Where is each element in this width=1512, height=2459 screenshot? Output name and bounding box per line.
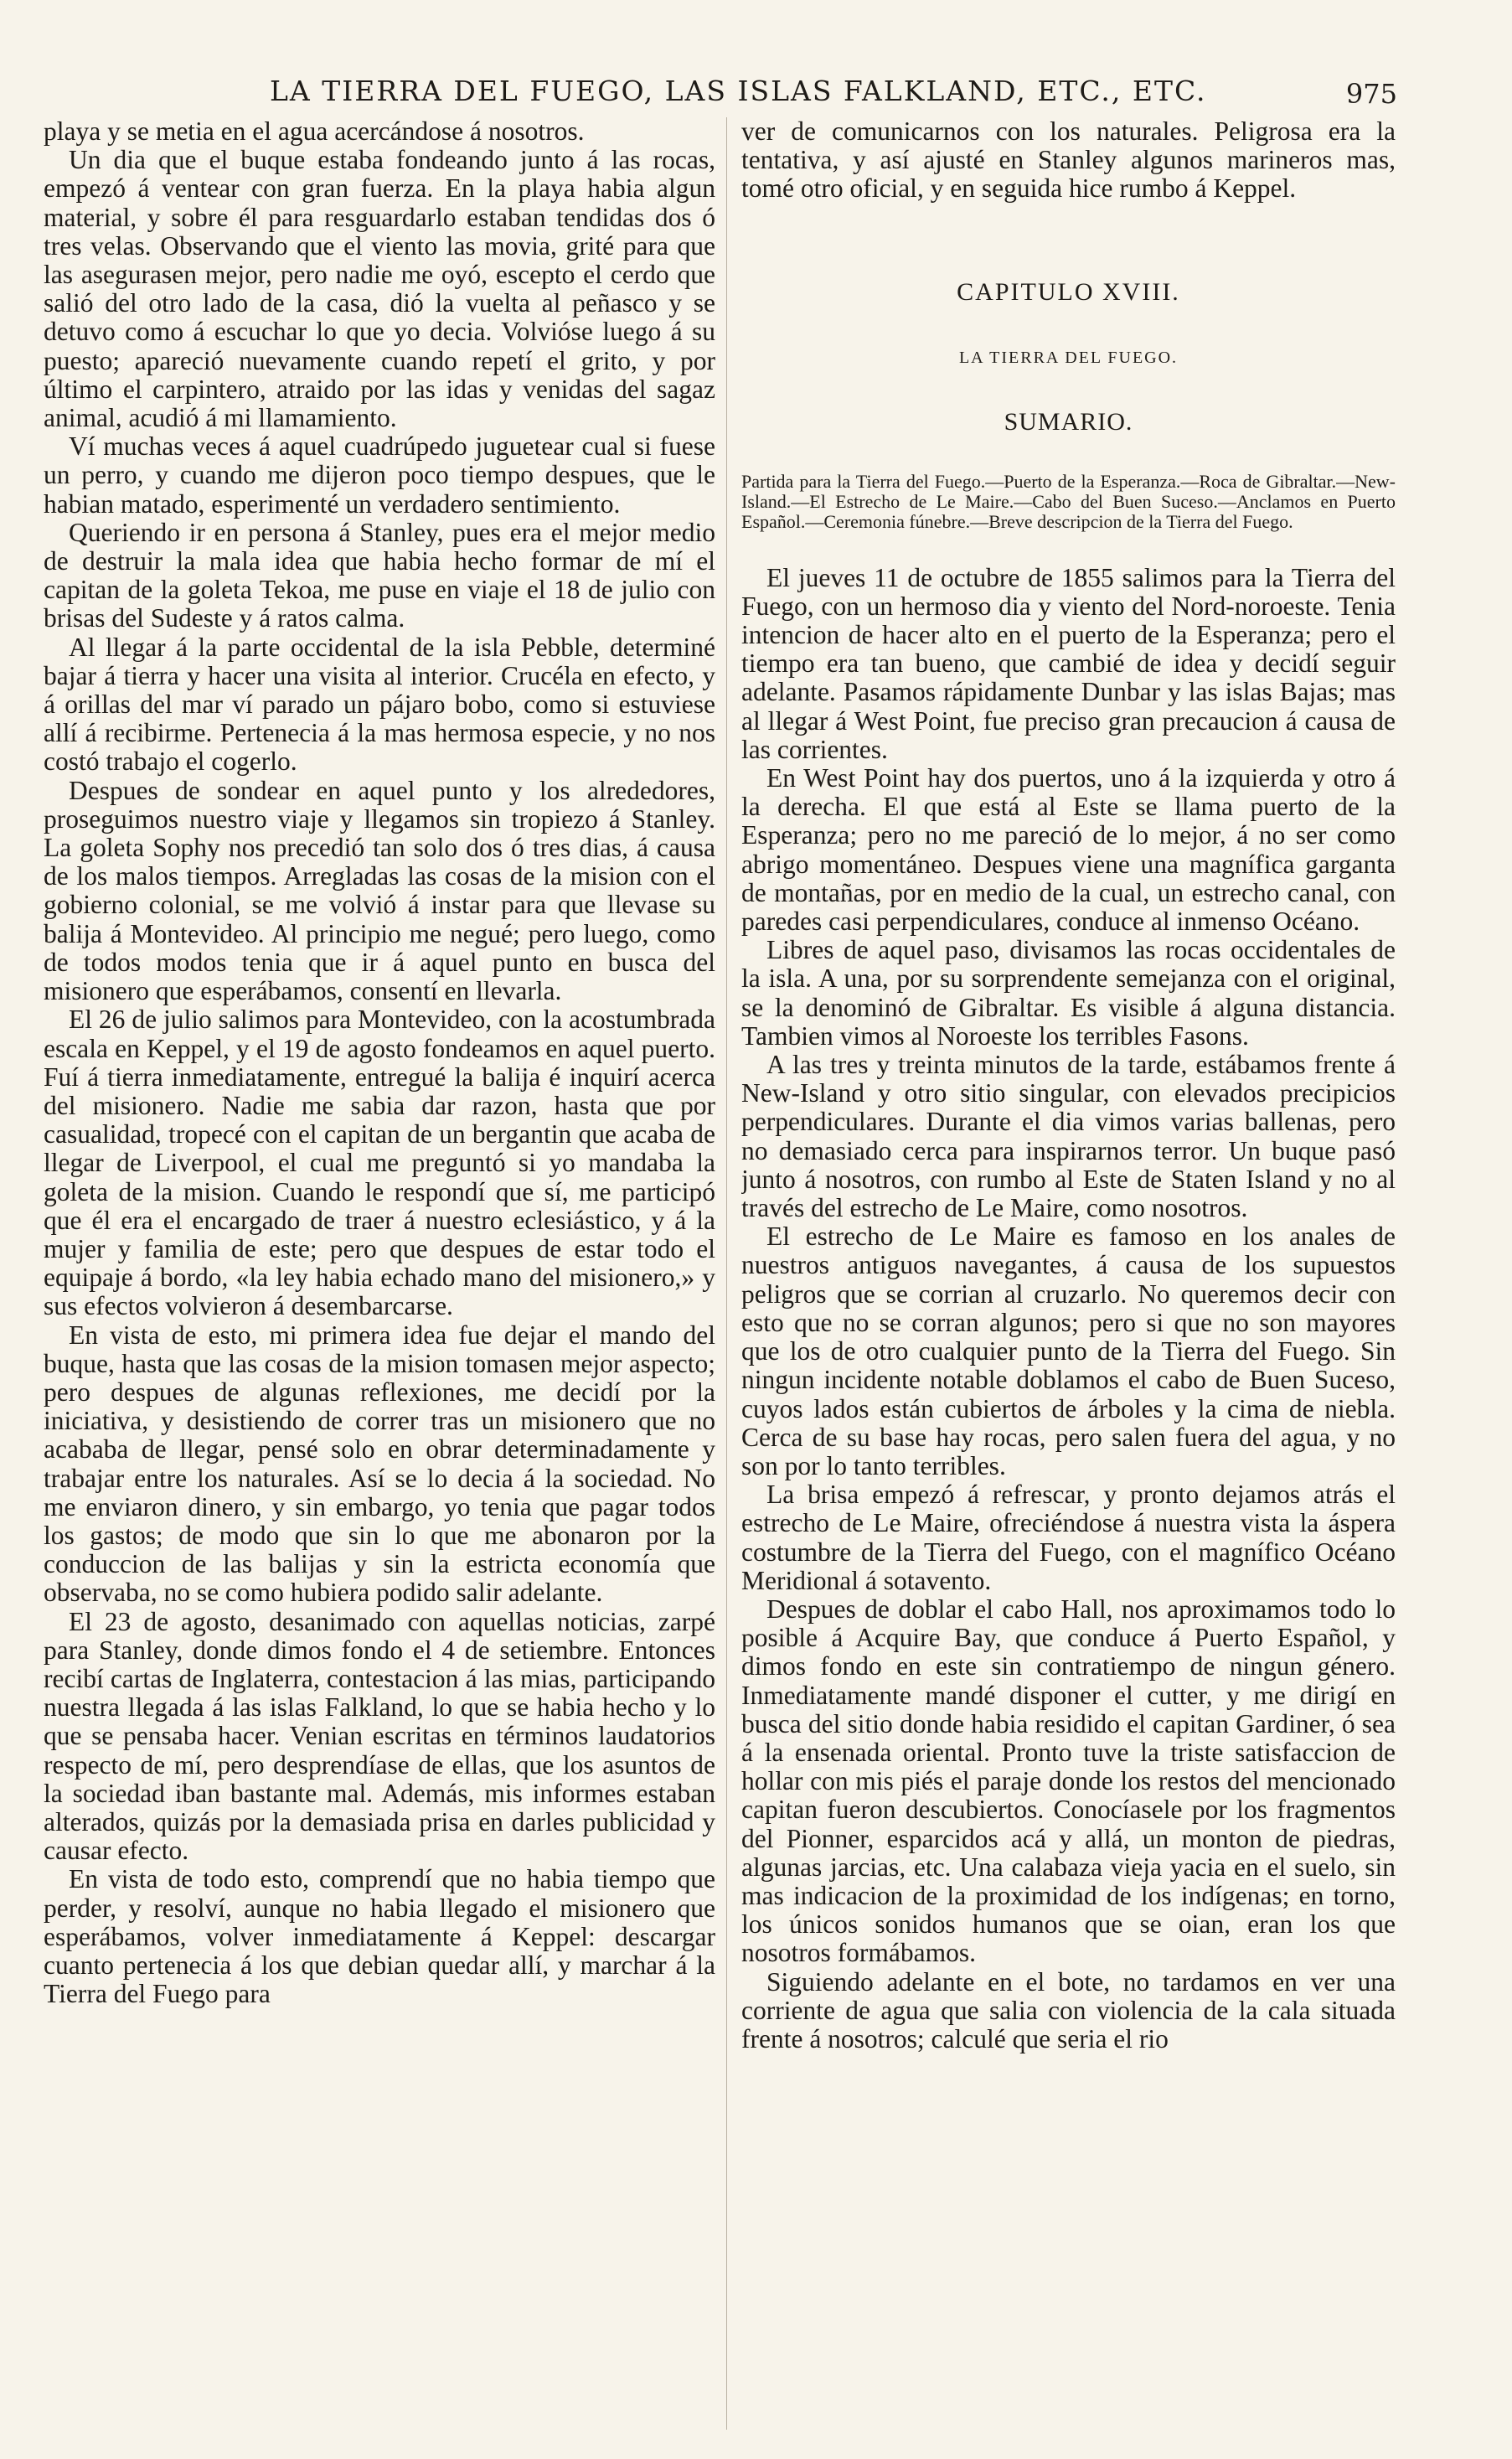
chapter-summary: Partida para la Tierra del Fuego.—Puerto de la Esperanza.—Roca de Gibraltar.—New-Island.—El Estrecho de Le Maire.—Cabo del Buen Suceso.—Anclamos en Puerto Español.—Ceremonia fúnebre.—Breve descripcion de la Tierra del Fuego.: [741, 470, 1396, 532]
chapter-subtitle: LA TIERRA DEL FUEGO.: [958, 348, 1179, 367]
column-divider: [726, 117, 727, 2430]
right-paragraph-4: El estrecho de Le Maire es famoso en los anales de nuestros antiguos navegantes, á causa de los supuestos peligros que se corrian al cruzarlo. No queremos decir con esto que no se corran algunos; pero si que no son mayores que los de otro cualquier punto de la Tierra del Fuego. Sin ningun incidente notable doblamos el cabo de Buen Suceso, cuyos lados están cubiertos de árboles y la cima de niebla. Cerca de su base hay rocas, pero salen fuera del agua, y no son por lo tanto terribles.: [741, 1222, 1396, 1480]
chapter-title: CAPITULO XVIII.: [957, 277, 1180, 306]
running-title: LA TIERRA DEL FUEGO, LAS ISLAS FALKLAND, ETC., ETC.: [270, 75, 1207, 107]
left-column: [44, 117, 715, 2430]
right-paragraph-7: Siguiendo adelante en el bote, no tardamos en ver una corriente de agua que salia con violencia de la cala situada frente á nosotros; calculé que seria el rio: [741, 1966, 1396, 2053]
right-paragraph-0: El jueves 11 de octubre de 1855 salimos para la Tierra del Fuego, con un hermoso dia y viento del Nord-noroeste. Tenia intencion de hacer alto en el puerto de la Esperanza; pero el tiempo era tan bueno, que cambié de idea y decidí seguir adelante. Pasamos rápidamente Dunbar y las islas Bajas; mas al llegar á West Point, fue preciso gran precaucion á causa de las corrientes.: [741, 562, 1396, 764]
left-paragraph-3: Queriendo ir en persona á Stanley, pues era el mejor medio de destruir la mala idea que habia hecho formar de mí el capitan de la goleta Tekoa, me puse en viaje el 18 de julio con brisas del Sudeste y á ratos calma.: [44, 517, 715, 633]
left-paragraph-8: El 23 de agosto, desanimado con aquellas noticias, zarpé para Stanley, donde dimos fondo el 4 de setiembre. Entonces recibí cartas de Inglaterra, contestacion á las mias, participando nuestra llegada á las islas Falkland, lo que se habia hecho y lo que se pensaba hacer. Venian escritas en términos laudatorios respecto de mí, pero desprendíase de ellas, que los asuntos de la sociedad iban bastante mal. Además, mis informes estaban alterados, quizás por la demasiada prisa en darles publicidad y causar efecto.: [44, 1606, 715, 1866]
right-paragraph-6: Despues de doblar el cabo Hall, nos aproximamos todo lo posible á Acquire Bay, que conduce á Puerto Español, y dimos fondo en este sin contratiempo de ningun género. Inmediatamente mandé disponer el cutter, y me dirigí en busca del sitio donde habia residido el capitan Gardiner, ó sea á la ensenada oriental. Pronto tuve la triste satisfaccion de hollar con mis piés el paraje donde los restos del mencionado capitan fueron descubiertos. Conocíasele por los fragmentos del Pionner, esparcidos acá y allá, un monton de piedras, algunas jarcias, etc. Una calabaza vieja yacia en el suelo, sin mas indicacion de la proximidad de los indígenas; en torno, los únicos sonidos humanos que se oian, eran los que nosotros formábamos.: [741, 1594, 1396, 1968]
left-paragraph-0: playa y se metia en el agua acercándose á nosotros.: [44, 117, 585, 146]
left-paragraph-2: Ví muchas veces á aquel cuadrúpedo juguetear cual si fuese un perro, y cuando me dijeron poco tiempo despues, que le habian matado, esperimenté un verdadero sentimiento.: [44, 431, 715, 519]
right-opening-paragraph: ver de comunicarnos con los naturales. Peligrosa era la tentativa, y así ajusté en Stanley algunos marineros mas, tomé otro oficial, y en seguida hice rumbo á Keppel.: [741, 117, 1396, 204]
sumario-heading: SUMARIO.: [1004, 407, 1133, 436]
left-paragraph-9: En vista de todo esto, comprendí que no habia tiempo que perder, y resolví, aunque no habia llegado el misionero que esperábamos, volver inmediatamente á Keppel: descargar cuanto pertenecia á los que debian quedar allí, y marchar á la Tierra del Fuego para: [44, 1864, 715, 2009]
right-paragraph-1: En West Point hay dos puertos, uno á la izquierda y otro á la derecha. El que está al Este se llama puerto de la Esperanza; pero no me pareció de lo mejor, á no ser como abrigo momentáneo. Despues viene una magnífica garganta de montañas, por en medio de la cual, un estrecho canal, con paredes casi perpendiculares, conduce al inmenso Océano.: [741, 763, 1396, 937]
page-number: 975: [1345, 78, 1397, 110]
left-paragraph-4: Al llegar á la parte occidental de la isla Pebble, determiné bajar á tierra y hacer una visita al interior. Crucéla en efecto, y á orillas del mar ví parado un pájaro bobo, como si estuviese allí á recibirme. Pertenecia á la mas hermosa especie, y no nos costó trabajo el cogerlo.: [44, 632, 715, 777]
left-paragraph-5: Despues de sondear en aquel punto y los alrededores, proseguimos nuestro viaje y llegamos sin tropiezo á Stanley. La goleta Sophy nos precedió tan solo dos ó tres dias, á causa de los malos tiempos. Arregladas las cosas de la mision con el gobierno colonial, se me volvió á instar para que llevase su balija á Montevideo. Al principio me negué; pero luego, como de todos modos tenia que ir á aquel punto en busca del misionero que esperábamos, consentí en llevarla.: [44, 775, 715, 1006]
right-paragraph-5: La brisa empezó á refrescar, y pronto dejamos atrás el estrecho de Le Maire, ofreciéndose á nuestra vista la áspera costumbre de la Tierra del Fuego, con el magnífico Océano Meridional á sotavento.: [741, 1480, 1396, 1595]
right-paragraph-2: Libres de aquel paso, divisamos las rocas occidentales de la isla. A una, por su sorprendente semejanza con el original, se la denominó de Gibraltar. Es visible á alguna distancia. Tambien vimos al Noroeste los terribles Fasons.: [741, 935, 1396, 1051]
left-paragraph-1: Un dia que el buque estaba fondeando junto á las rocas, empezó á ventear con gran fuerza. En la playa habia algun material, y sobre él para resguardarlo estaban tendidas dos ó tres velas. Observando que el viento las movia, grité para que las asegurasen mejor, pero nadie me oyó, escepto el cerdo que salió del otro lado de la casa, dió la vuelta al peñasco y se detuvo como á escuchar lo que yo decia. Volvióse luego á su puesto; apareció nuevamente cuando repetí el grito, y por último el carpintero, atraido por las idas y venidas del sagaz animal, acudió á mi llamamiento.: [44, 145, 715, 433]
left-paragraph-7: En vista de esto, mi primera idea fue dejar el mando del buque, hasta que las cosas de la mision tomasen mejor aspecto; pero despues de algunas reflexiones, me decidí por la iniciativa, y desistiendo de correr tras un misionero que no acababa de llegar, pensé solo en obrar determinadamente y trabajar entre los naturales. Así se lo decia á la sociedad. No me enviaron dinero, y sin embargo, yo tenia que pagar todos los gastos; de modo que sin lo que me abonaron por la conduccion de las balijas y sin la estricta economía que observaba, no se como hubiera podido salir adelante.: [44, 1320, 715, 1608]
running-head: [0, 70, 1512, 112]
right-paragraph-3: A las tres y treinta minutos de la tarde, estábamos frente á New-Island y otro sitio singular, con elevados precipicios perpendiculares. Durante el dia vimos varias ballenas, pero no demasiado cerca para inspirarnos terror. Un buque pasó junto á nosotros, con rumbo al Este de Staten Island y no al través del estrecho de Le Maire, como nosotros.: [741, 1050, 1396, 1223]
right-column: [741, 117, 1396, 2430]
left-paragraph-6: El 26 de julio salimos para Montevideo, con la acostumbrada escala en Keppel, y el 19 de agosto fondeamos en aquel puerto. Fuí á tierra inmediatamente, entregué la balija é inquirí acerca del misionero. Nadie me sabia dar razon, hasta que por casualidad, tropecé con el capitan de un bergantin que acaba de llegar de Liverpool, el cual me preguntó si yo mandaba la goleta de la mision. Cuando le respondí que sí, me participó que él era el encargado de traer á nuestro eclesiástico, y á la mujer y familia de este; pero que despues de estar todo el equipaje á bordo, «la ley habia echado mano del misionero,» y sus efectos volvieron á desembarcarse.: [44, 1005, 715, 1321]
